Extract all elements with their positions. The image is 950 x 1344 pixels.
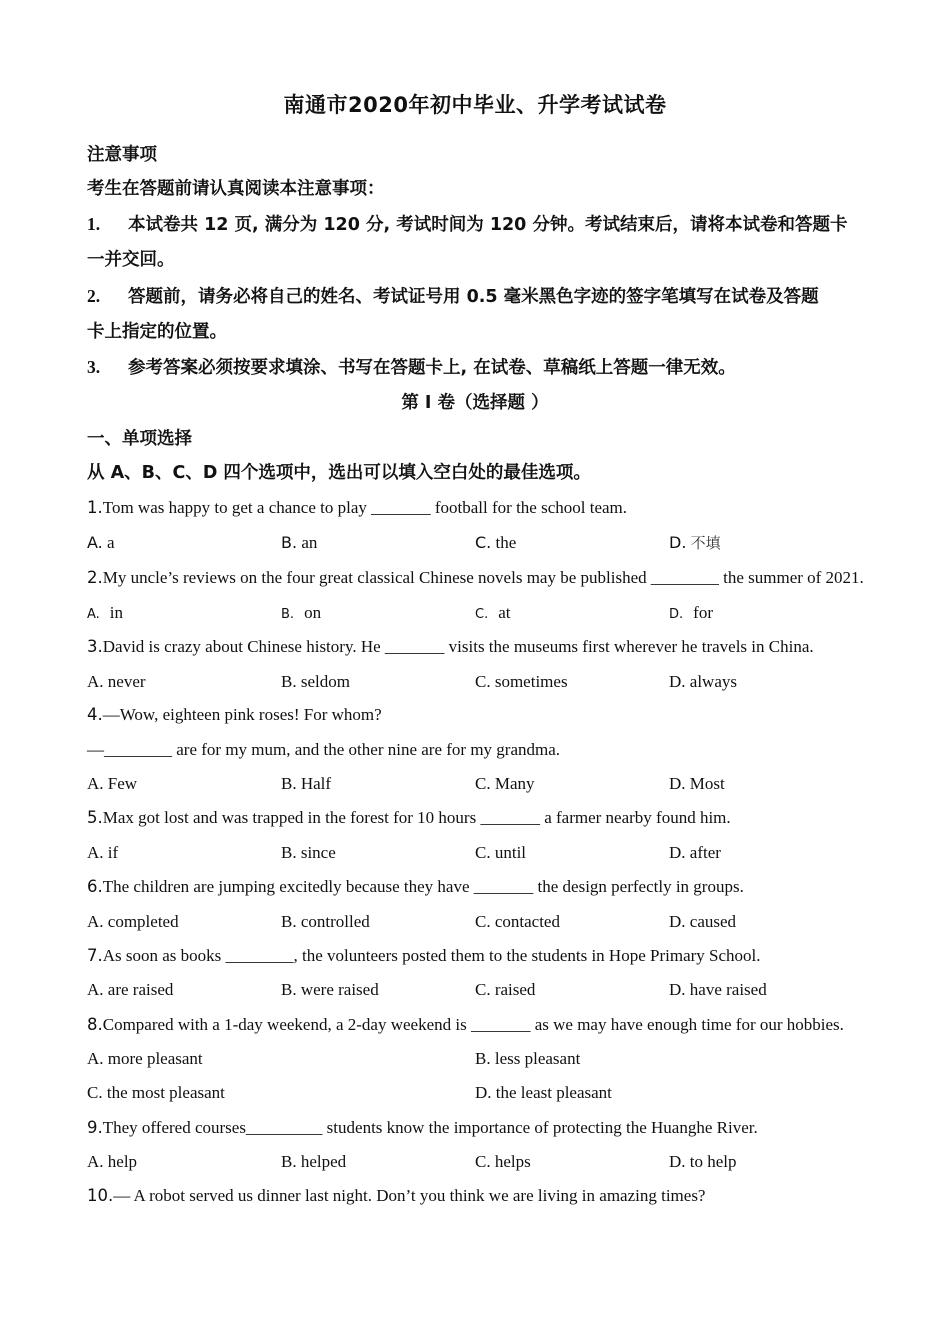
notice-item-text: 参考答案必须按要求填涂、书写在答题卡上, 在试卷、草稿纸上答题一律无效。 [128,358,736,378]
options-row-3 [0,671,950,693]
option-a: A. completed [87,912,179,931]
option-a: A. if [87,843,119,862]
notice-heading: 注意事项 [87,145,157,165]
options-row-8a [0,1048,950,1070]
option-d: D. the least pleasant [475,1083,612,1102]
options-row-4 [0,773,950,795]
option-a: A. help [87,1152,138,1171]
option-a: A. never [87,672,146,691]
option-b: B. were raised [281,980,379,999]
question-8 [87,1014,844,1036]
question-number: 5. [87,808,103,827]
question-5 [87,807,731,829]
question-4-reply: —________ are for my mum, and the other nine are for my grandma. [87,740,561,759]
option-d: D. to help [669,1152,737,1171]
options-row-8b [0,1082,950,1104]
option-c: C. at [475,603,511,622]
notice-item-1 [87,213,847,236]
question-text: David is crazy about Chinese history. He _______ visits the museums first wherever he travels in China. [102,637,814,656]
question-number: 7. [87,946,103,965]
question-number: 8. [87,1015,103,1034]
question-3 [87,636,814,658]
question-10 [87,1185,705,1207]
option-c: C. raised [475,980,536,999]
option-a: A. a [87,533,115,552]
part-title: 第 I 卷（选择题 ） [401,393,549,413]
option-b: B. on [281,603,322,622]
notice-item-2 [87,285,819,308]
options-row-6 [0,911,950,933]
option-d: D. after [669,843,721,862]
notice-item-2-continued: 卡上指定的位置。 [87,322,227,342]
option-a: A. are raised [87,980,174,999]
question-6 [87,876,744,898]
question-text: Max got lost and was trapped in the forest for 10 hours _______ a farmer nearby found him. [102,808,731,827]
section-instruction: 从 A、B、C、D 四个选项中，选出可以填入空白处的最佳选项。 [87,463,591,483]
option-a: A. more pleasant [87,1049,203,1068]
option-a: A. Few [87,774,138,793]
option-d: D. always [669,672,737,691]
notice-item-number: 1. [87,214,101,234]
notice-item-number: 2. [87,286,101,306]
option-b: B. helped [281,1152,347,1171]
notice-item-3 [87,356,736,379]
question-text: The children are jumping excitedly because they have _______ the design perfectly in groups. [102,877,744,896]
option-d: D. caused [669,912,737,931]
option-d: D. have raised [669,980,767,999]
section-heading: 一、单项选择 [87,429,192,449]
option-b: B. less pleasant [475,1049,581,1068]
question-number: 10. [87,1186,114,1205]
question-text: — A robot served us dinner last night. Don’t you think we are living in amazing times? [113,1186,706,1205]
question-number: 3. [87,637,103,656]
question-number: 6. [87,877,103,896]
option-c: C. contacted [475,912,560,931]
option-d: D. for [669,603,713,622]
question-4 [87,704,382,726]
exam-title: 南通市2020年初中毕业、升学考试试卷 [283,93,667,117]
question-2 [87,567,864,589]
question-text: Compared with a 1-day weekend, a 2-day weekend is _______ as we may have enough time for our hobbies. [102,1015,844,1034]
option-b: B. Half [281,774,332,793]
question-number: 2. [87,568,103,587]
option-c: C. the [475,533,517,552]
option-d: D. Most [669,774,725,793]
option-d: D. 不填 [669,533,721,552]
question-text: As soon as books ________, the volunteers posted them to the students in Hope Primary School. [102,946,761,965]
question-1 [87,497,627,519]
option-b: B. an [281,533,318,552]
options-row-9 [0,1151,950,1173]
option-a: A. in [87,603,124,622]
question-number: 1. [87,498,103,517]
options-row-2 [0,602,950,624]
option-c: C. sometimes [475,672,568,691]
options-row-1 [0,532,950,554]
options-row-7 [0,979,950,1001]
question-text: My uncle’s reviews on the four great classical Chinese novels may be published ________ the summer of 2021. [102,568,864,587]
notice-intro: 考生在答题前请认真阅读本注意事项： [87,179,385,199]
option-c: C. the most pleasant [87,1083,225,1102]
option-c: C. Many [475,774,535,793]
notice-item-number: 3. [87,357,101,377]
question-number: 9. [87,1118,103,1137]
option-b: B. since [281,843,336,862]
option-c: C. helps [475,1152,531,1171]
question-text: They offered courses_________ students know the importance of protecting the Huanghe River. [102,1118,758,1137]
question-text: Tom was happy to get a chance to play _______ football for the school team. [102,498,628,517]
question-number: 4. [87,705,103,724]
question-9 [87,1117,758,1139]
question-text: —Wow, eighteen pink roses! For whom? [102,705,382,724]
option-c: C. until [475,843,527,862]
notice-item-1-continued: 一并交回。 [87,250,175,270]
question-7 [87,945,761,967]
option-b: B. controlled [281,912,370,931]
notice-item-text: 答题前，请务必将自己的姓名、考试证号用 0.5 毫米黑色字迹的签字笔填写在试卷及答题 [128,287,819,307]
notice-item-text: 本试卷共 12 页, 满分为 120 分, 考试时间为 120 分钟。考试结束后，请将本试卷和答题卡 [128,215,848,235]
options-row-5 [0,842,950,864]
option-b: B. seldom [281,672,350,691]
